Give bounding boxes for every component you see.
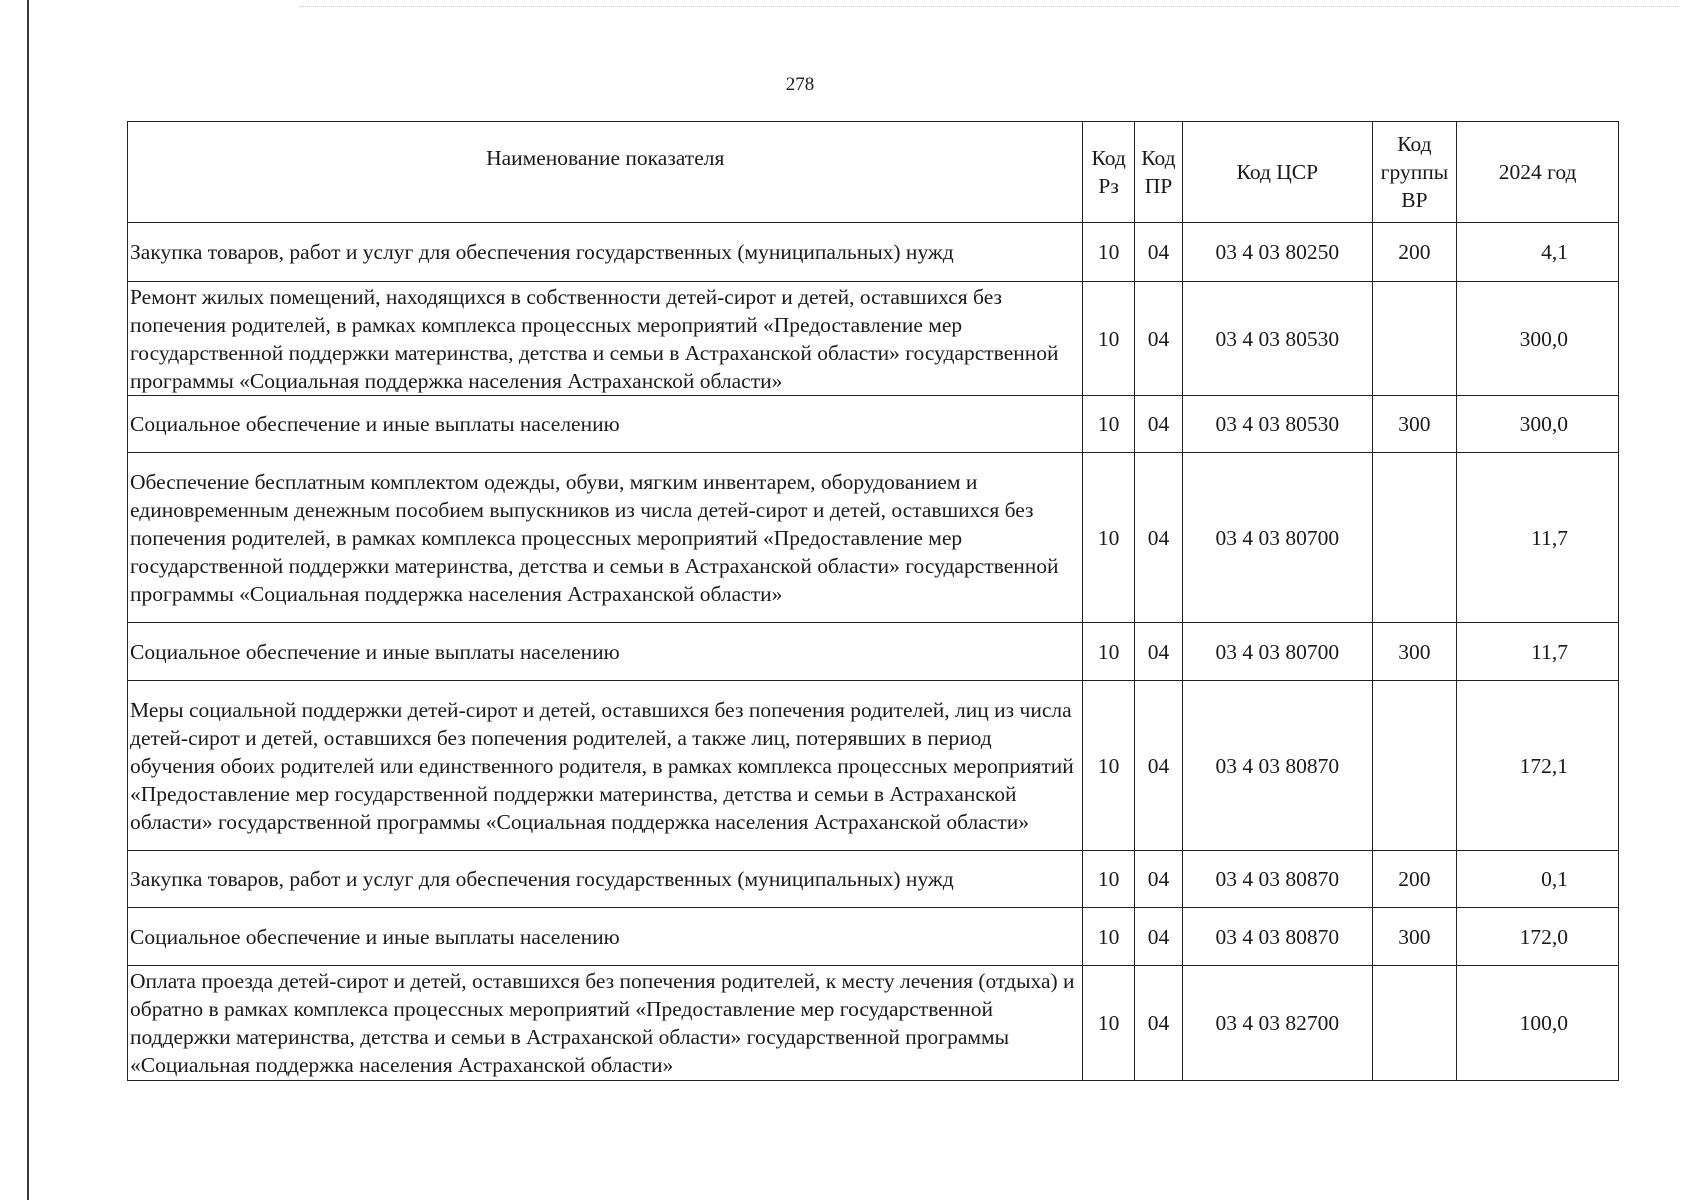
row-vr: 200 [1372,851,1457,908]
row-csr: 03 4 03 80870 [1183,851,1373,908]
row-vr: 300 [1372,908,1457,966]
header-rz-line2: Рз [1098,174,1119,198]
row-value: 300,0 [1457,396,1619,453]
row-value: 11,7 [1457,623,1619,681]
row-vr [1372,453,1457,623]
row-rz: 10 [1083,282,1134,396]
row-csr: 03 4 03 80250 [1183,223,1373,282]
row-name: Меры социальной поддержки детей-сирот и детей, оставшихся без попечения родителей, лиц из числа детей-сирот и детей, оставшихся без попечения родителей, а также лиц, потерявших в период обучения обоих родителей или единственного родителя, в рамках комплекса процессных мероприятий «Предоставление мер государственной поддержки материнства, детства и семьи в Астраханской области» государственной программы «Социальная поддержка населения Астраханской области» [128,681,1083,851]
row-pr: 04 [1134,282,1182,396]
row-pr: 04 [1134,396,1182,453]
row-rz: 10 [1083,396,1134,453]
row-csr: 03 4 03 80870 [1183,908,1373,966]
row-name: Обеспечение бесплатным комплектом одежды, обуви, мягким инвентарем, оборудованием и единовременным денежным пособием выпускников из числа детей-сирот и детей, оставшихся без попечения родителей, в рамках комплекса процессных мероприятий «Предоставление мер государственной поддержки материнства, детства и семьи в Астраханской области» государственной программы «Социальная поддержка населения Астраханской области» [128,453,1083,623]
header-vr-line1: Код [1397,132,1432,156]
row-value: 300,0 [1457,282,1619,396]
row-name: Закупка товаров, работ и услуг для обеспечения государственных (муниципальных) нужд [128,851,1083,908]
header-name: Наименование показателя [128,122,1083,223]
row-value: 100,0 [1457,966,1619,1081]
row-vr [1372,681,1457,851]
row-pr: 04 [1134,623,1182,681]
header-pr-line2: ПР [1144,174,1173,198]
table-row [128,681,1619,851]
header-pr-line1: Код [1141,146,1176,170]
row-rz: 10 [1083,623,1134,681]
row-rz: 10 [1083,681,1134,851]
row-pr: 04 [1134,453,1182,623]
row-csr: 03 4 03 80530 [1183,282,1373,396]
table-row [128,966,1619,1081]
header-vr [1372,122,1457,223]
row-pr: 04 [1134,908,1182,966]
row-value: 11,7 [1457,453,1619,623]
row-pr: 04 [1134,966,1182,1081]
row-pr: 04 [1134,851,1182,908]
row-rz: 10 [1083,453,1134,623]
table-row [128,223,1619,282]
row-name: Социальное обеспечение и иные выплаты населению [128,623,1083,681]
row-csr: 03 4 03 82700 [1183,966,1373,1081]
row-value: 172,1 [1457,681,1619,851]
row-vr [1372,966,1457,1081]
table-row [128,908,1619,966]
row-rz: 10 [1083,223,1134,282]
table-row [128,282,1619,396]
row-name: Закупка товаров, работ и услуг для обеспечения государственных (муниципальных) нужд [128,223,1083,282]
row-vr: 200 [1372,223,1457,282]
table-row [128,453,1619,623]
header-row [128,122,1619,223]
header-csr: Код ЦСР [1183,122,1373,223]
row-csr: 03 4 03 80870 [1183,681,1373,851]
row-name: Социальное обеспечение и иные выплаты населению [128,908,1083,966]
header-pr [1134,122,1182,223]
table-row [128,851,1619,908]
table-row [128,623,1619,681]
row-vr: 300 [1372,623,1457,681]
row-value: 4,1 [1457,223,1619,282]
header-vr-line2: группы [1380,160,1449,184]
header-year: 2024 год [1457,122,1619,223]
row-value: 172,0 [1457,908,1619,966]
header-vr-line3: ВР [1401,188,1428,212]
row-name: Социальное обеспечение и иные выплаты населению [128,396,1083,453]
row-pr: 04 [1134,223,1182,282]
row-rz: 10 [1083,851,1134,908]
header-rz [1083,122,1134,223]
row-name: Оплата проезда детей-сирот и детей, оставшихся без попечения родителей, к месту лечения (отдыха) и обратно в рамках комплекса процессных мероприятий «Предоставление мер государственной поддержки материнства, детства и семьи в Астраханской области» государственной программы «Социальная поддержка населения Астраханской области» [128,966,1083,1081]
row-name: Ремонт жилых помещений, находящихся в собственности детей-сирот и детей, оставшихся без попечения родителей, в рамках комплекса процессных мероприятий «Предоставление мер государственной поддержки материнства, детства и семьи в Астраханской области» государственной программы «Социальная поддержка населения Астраханской области» [128,282,1083,396]
row-csr: 03 4 03 80700 [1183,623,1373,681]
row-vr: 300 [1372,396,1457,453]
row-vr [1372,282,1457,396]
table-row [128,396,1619,453]
page-number: 278 [785,74,815,95]
row-csr: 03 4 03 80700 [1183,453,1373,623]
row-rz: 10 [1083,908,1134,966]
row-csr: 03 4 03 80530 [1183,396,1373,453]
budget-table [127,121,1619,1081]
row-pr: 04 [1134,681,1182,851]
header-rz-line1: Код [1091,146,1126,170]
row-value: 0,1 [1457,851,1619,908]
scan-edge-left [27,0,29,1200]
scan-edge-top [300,6,1680,7]
row-rz: 10 [1083,966,1134,1081]
